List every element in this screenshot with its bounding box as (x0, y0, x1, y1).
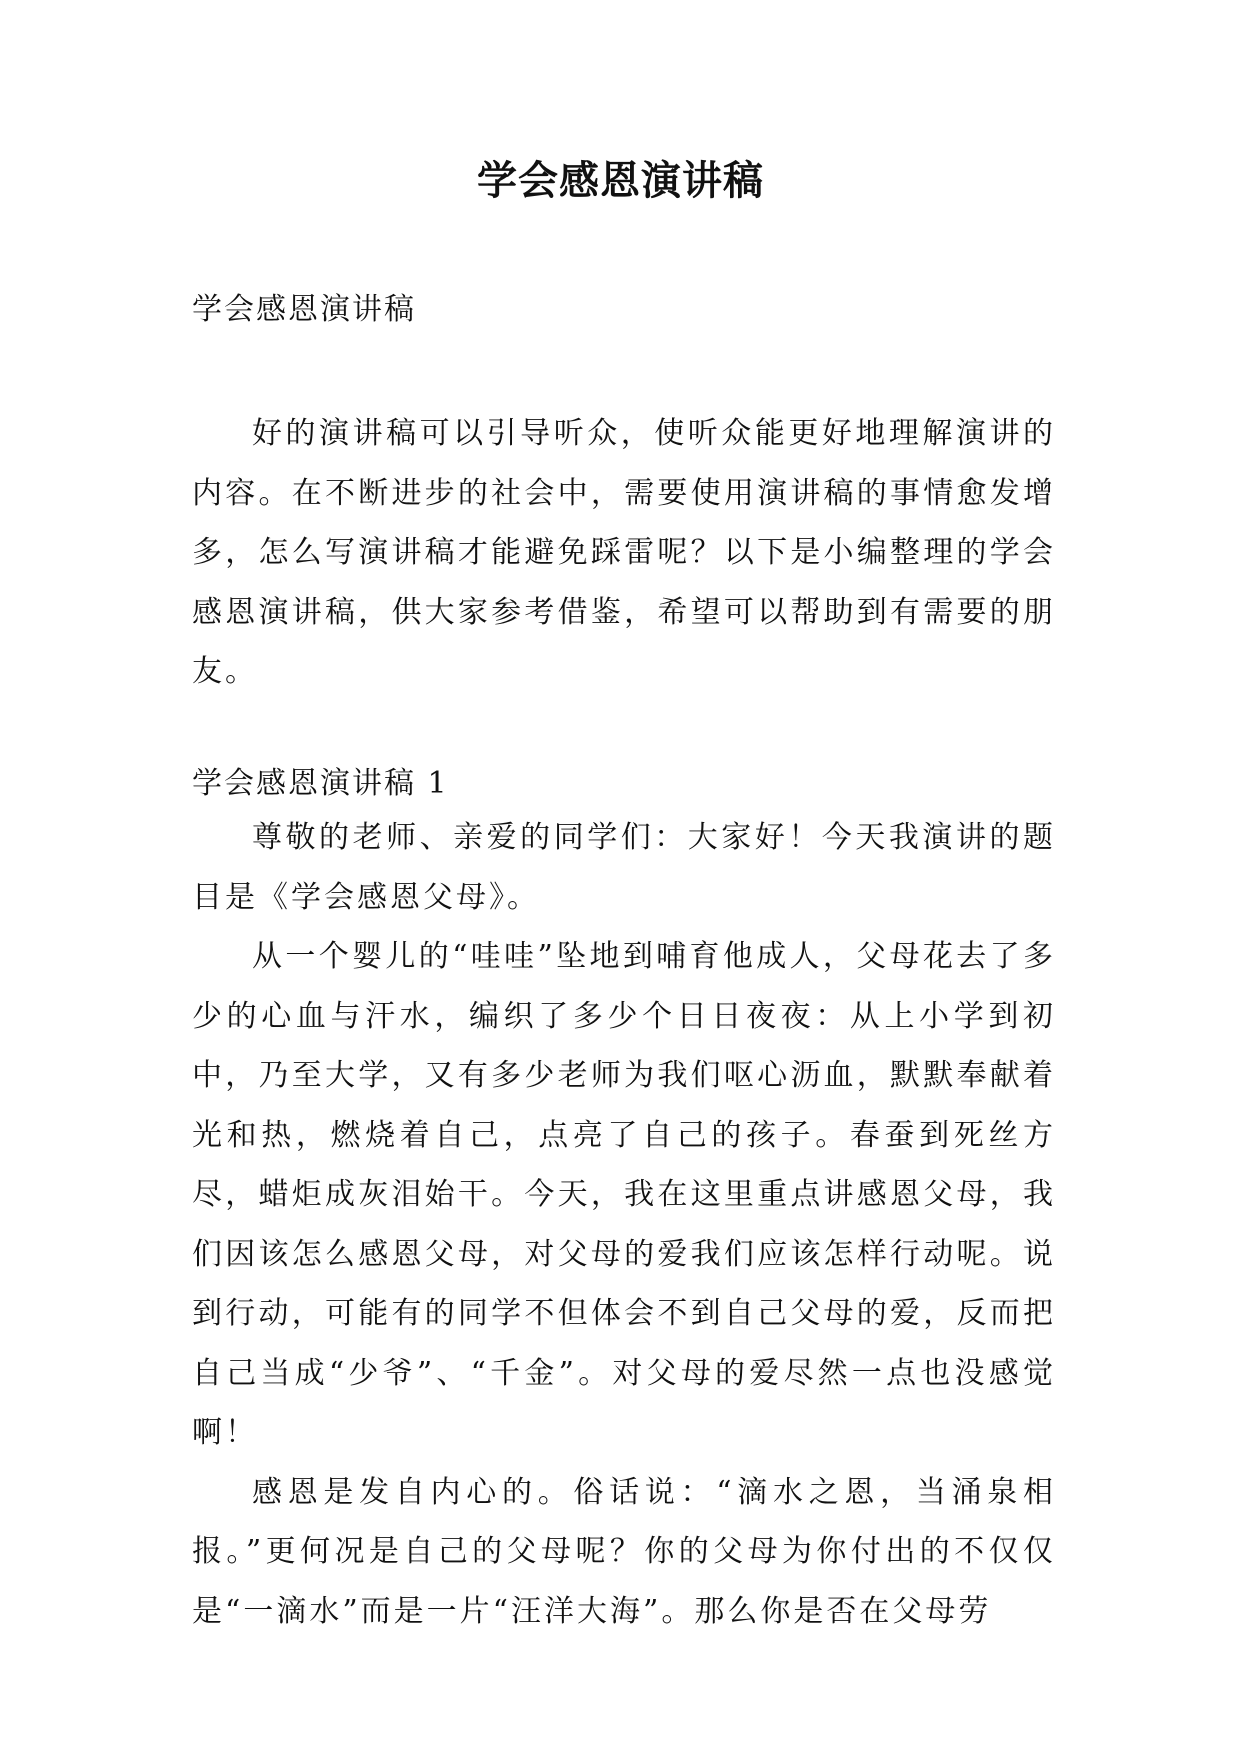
speech-paragraph-parents-sacrifice: 从一个婴儿的“哇哇”坠地到哺育他成人，父母花去了多少的心血与汗水，编织了多少个日日夜夜：从上小学到初中，乃至大学，又有多少老师为我们呕心沥血，默默奉献着光和热，燃烧着自己，点亮了自己的孩子。春蚕到死丝方尽，蜡炬成灰泪始干。今天，我在这里重点讲感恩父母，我们因该怎么感恩父母，对父母的爱我们应该怎样行动呢。说到行动，可能有的同学不但体会不到自己父母的爱，反而把自己当成“少爷”、“千金”。对父母的爱尽然一点也没感觉啊！ (192, 939, 1056, 1450)
section-heading: 学会感恩演讲稿 1 (192, 766, 449, 801)
document-title: 学会感恩演讲稿 (477, 157, 764, 204)
speech-paragraph-gratitude: 感恩是发自内心的。俗话说：“滴水之恩，当涌泉相报。”更何况是自己的父母呢？你的父母为你付出的不仅仅是“一滴水”而是一片“汪洋大海”。那么你是否在父母劳 (192, 1474, 1056, 1629)
intro-paragraph: 好的演讲稿可以引导听众，使听众能更好地理解演讲的内容。在不断进步的社会中，需要使用演讲稿的事情愈发增多，怎么写演讲稿才能避免踩雷呢？以下是小编整理的学会感恩演讲稿，供大家参考借鉴，希望可以帮助到有需要的朋友。 (192, 416, 1056, 689)
document-subtitle: 学会感恩演讲稿 (192, 292, 416, 327)
speech-body (192, 808, 1056, 1641)
speech-paragraph-greeting: 尊敬的老师、亲爱的同学们：大家好！今天我演讲的题目是《学会感恩父母》。 (192, 820, 1056, 915)
